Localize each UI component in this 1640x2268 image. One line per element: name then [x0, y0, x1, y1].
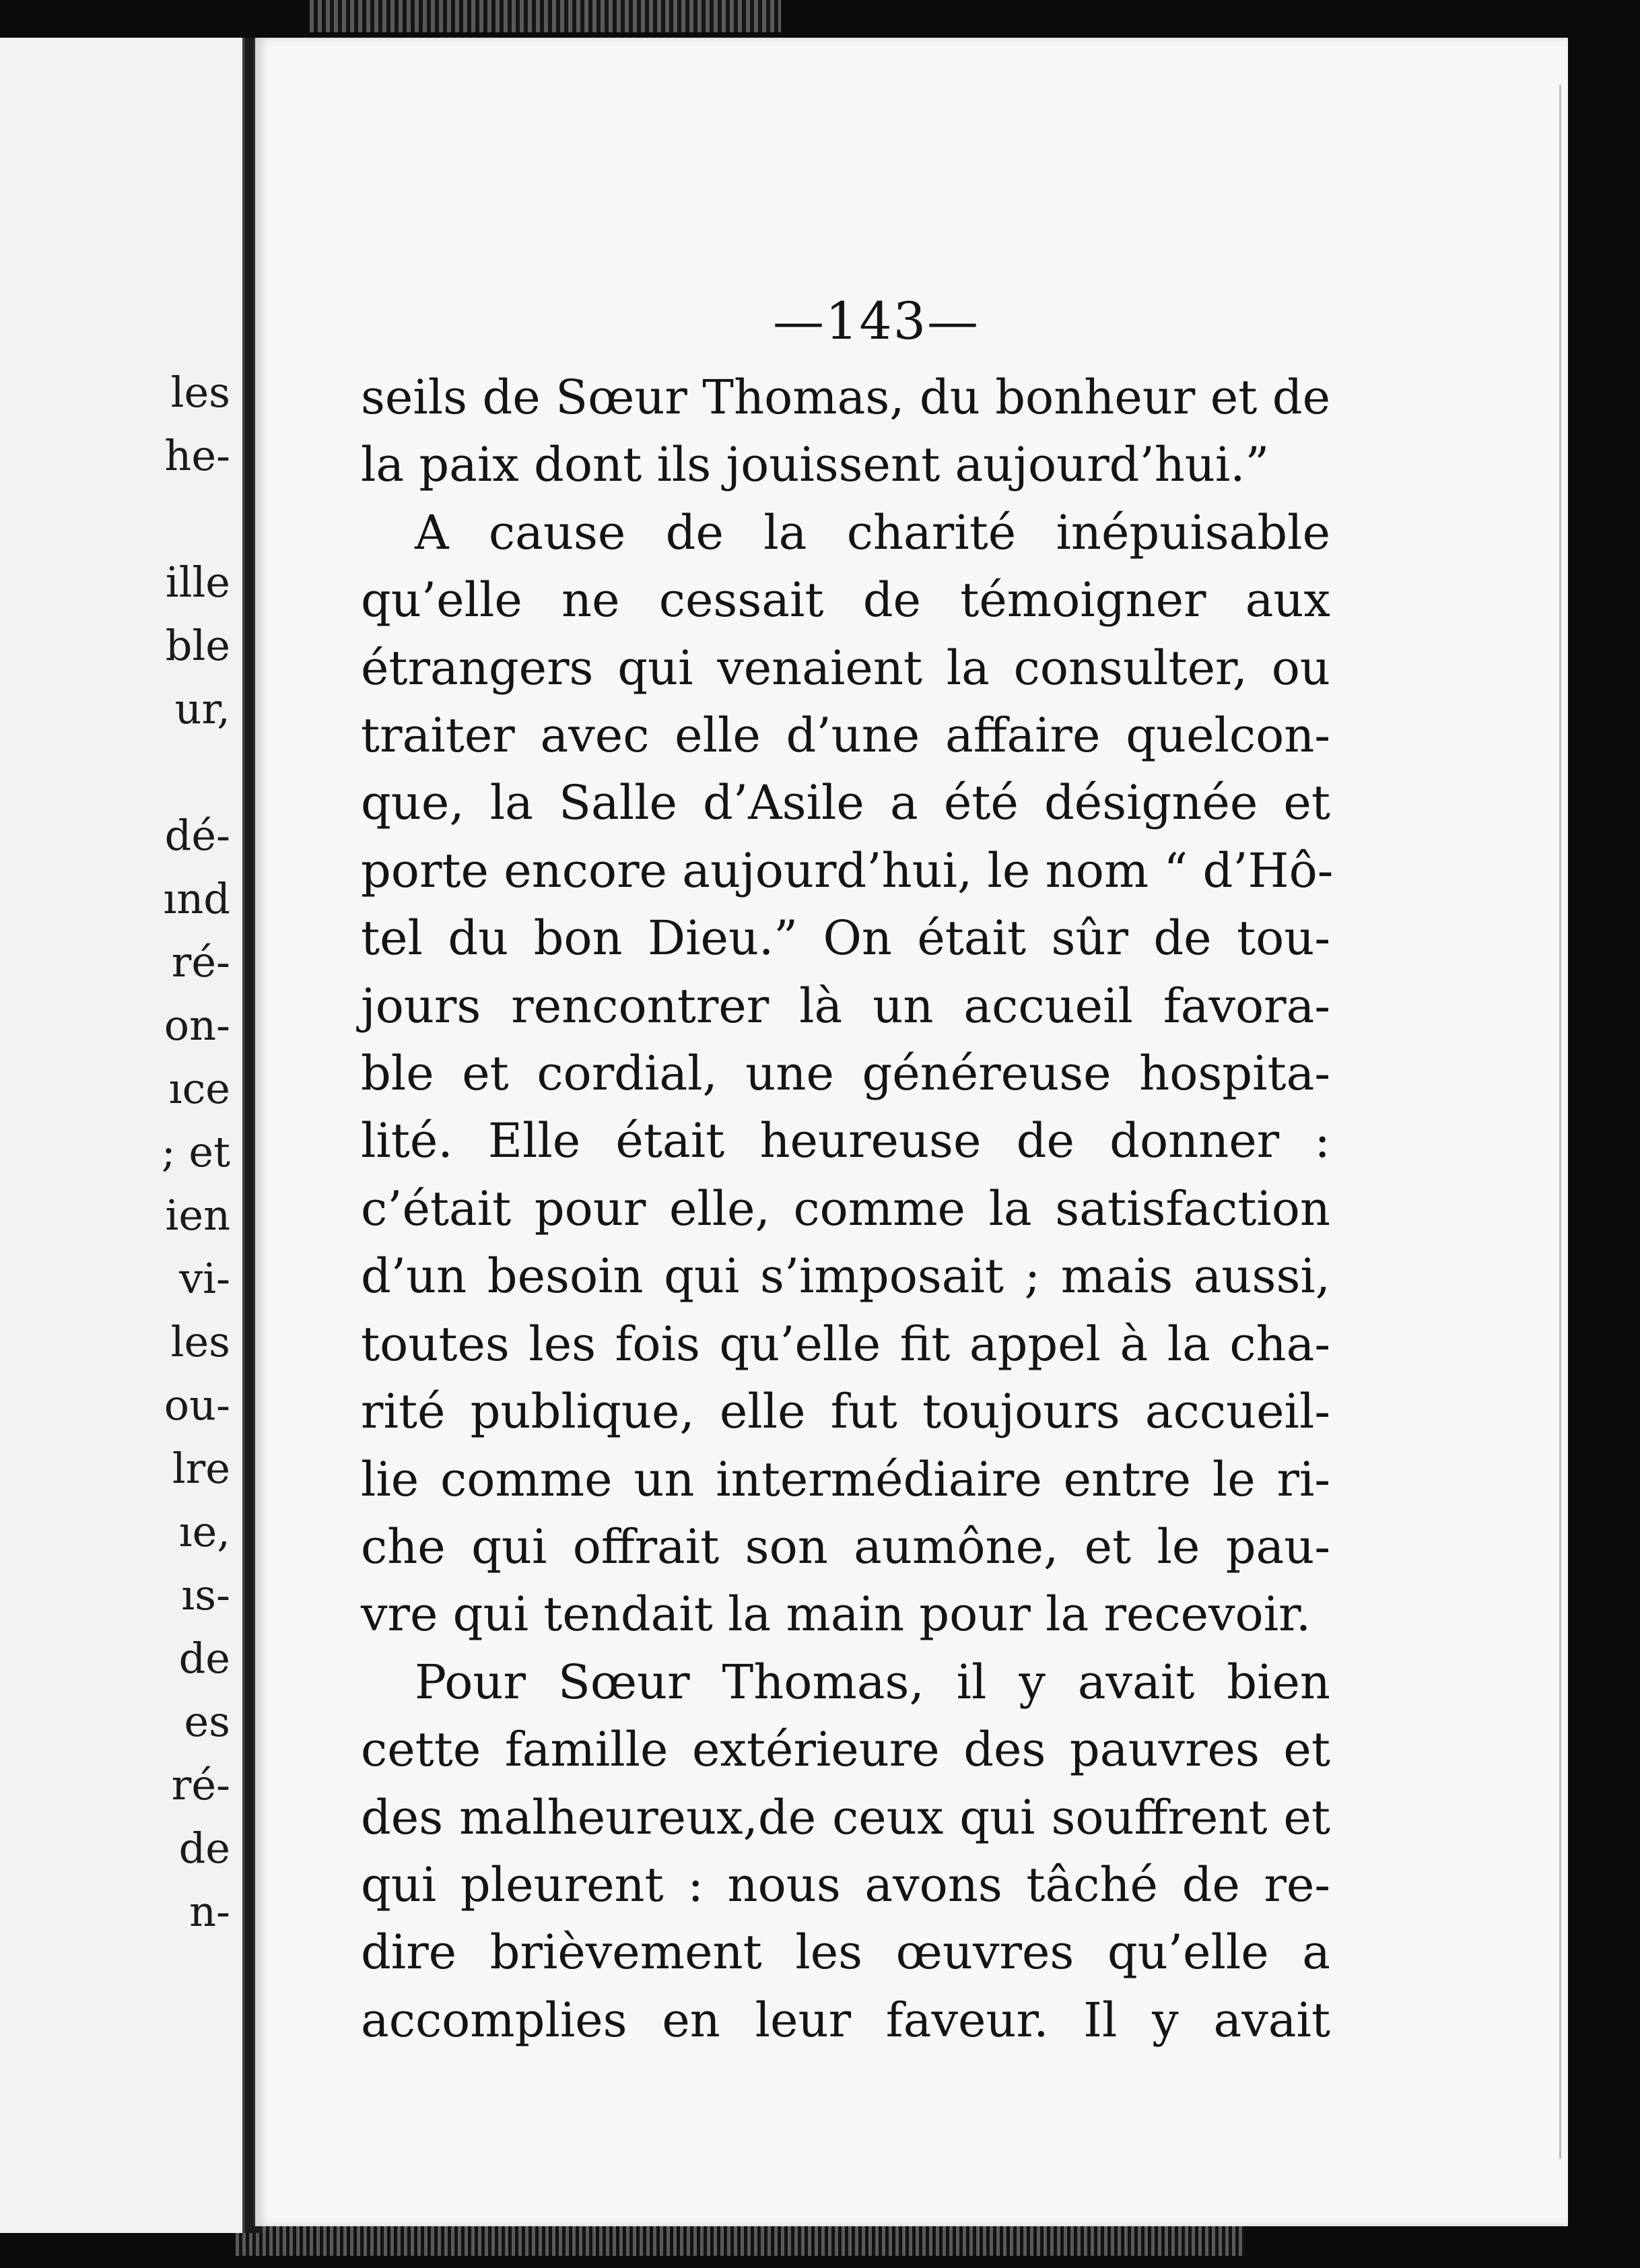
text-line: toutes les fois qu’elle fit appel à la cha-	[361, 1316, 1330, 1372]
scan-noise-strip-top	[310, 0, 781, 32]
text-line: c’était pour elle, comme la satisfaction	[361, 1180, 1330, 1236]
left-fragment: de	[178, 1824, 230, 1873]
left-fragment: ıce	[168, 1064, 230, 1113]
left-fragment: ur,	[174, 684, 230, 733]
left-fragment: ınd	[163, 874, 230, 923]
left-fragment	[162, 488, 230, 551]
text-line: qu’elle ne cessait de témoigner aux	[361, 572, 1330, 628]
scan-border-top	[0, 0, 1640, 35]
text-line: A cause de la charité inépuisable	[415, 504, 1330, 560]
left-fragment: ille	[165, 558, 230, 607]
left-fragment: ble	[165, 621, 230, 670]
left-fragment: ou-	[164, 1380, 230, 1430]
left-fragment: ré-	[171, 937, 230, 987]
left-fragment: de	[178, 1634, 230, 1683]
text-line: cette famille extérieure des pauvres et	[361, 1722, 1330, 1778]
text-line: che qui offrait son aumône, et le pau-	[361, 1519, 1330, 1574]
left-fragment: ien	[165, 1191, 230, 1240]
text-line: vre qui tendait la main pour la recevoir.	[361, 1587, 1311, 1642]
left-fragment: vi-	[179, 1254, 230, 1303]
left-fragment: he-	[164, 431, 230, 480]
text-line: dire brièvement les œuvres qu’elle a	[361, 1925, 1330, 1980]
text-line: porte encore aujourd’hui, le nom “ d’Hô-	[361, 842, 1334, 898]
left-fragment: on-	[164, 1001, 230, 1050]
left-fragment: ıe,	[178, 1507, 230, 1556]
page-number: —143—	[773, 291, 980, 351]
text-line: accomplies en leur faveur. Il y avait	[361, 1992, 1330, 2048]
left-fragment: ; et	[161, 1127, 230, 1176]
text-line: lie comme un intermédiaire entre le ri-	[361, 1451, 1330, 1507]
left-page-line-fragments	[162, 361, 230, 1943]
left-fragment	[162, 741, 230, 804]
left-fragment: ré-	[171, 1760, 230, 1809]
left-fragment: les	[170, 368, 230, 417]
text-line: que, la Salle d’Asile a été désignée et	[361, 775, 1330, 831]
text-line: ble et cordial, une généreuse hospita-	[361, 1046, 1330, 1102]
left-fragment: es	[184, 1697, 230, 1746]
text-line: des malheureux,de ceux qui souffrent et	[361, 1789, 1330, 1845]
text-line: étrangers qui venaient la consulter, ou	[361, 640, 1330, 696]
text-line: qui pleurent : nous avons tâché de re-	[361, 1857, 1330, 1912]
left-fragment: dé-	[164, 811, 230, 860]
text-line: lité. Elle était heureuse de donner :	[361, 1113, 1330, 1169]
body-text	[361, 364, 1334, 2054]
left-fragment: ıs-	[181, 1570, 230, 1620]
text-line: tel du bon Dieu.” On était sûr de tou-	[361, 910, 1330, 966]
text-line: rité publique, elle fut toujours accueil-	[361, 1384, 1330, 1440]
text-line: seils de Sœur Thomas, du bonheur et de	[361, 370, 1330, 425]
text-line: la paix dont ils jouissent aujourd’hui.”	[361, 437, 1270, 493]
text-line: Pour Sœur Thomas, il y avait bien	[415, 1654, 1330, 1710]
left-fragment: n-	[189, 1887, 230, 1936]
left-fragment: lre	[172, 1444, 230, 1493]
text-line: d’un besoin qui s’imposait ; mais aussi,	[361, 1248, 1330, 1304]
left-fragment: les	[170, 1317, 230, 1366]
left-page	[0, 38, 245, 2233]
text-line: jours rencontrer là un accueil favora-	[361, 978, 1330, 1034]
text-line: traiter avec elle d’une affaire quelcon-	[361, 708, 1330, 764]
